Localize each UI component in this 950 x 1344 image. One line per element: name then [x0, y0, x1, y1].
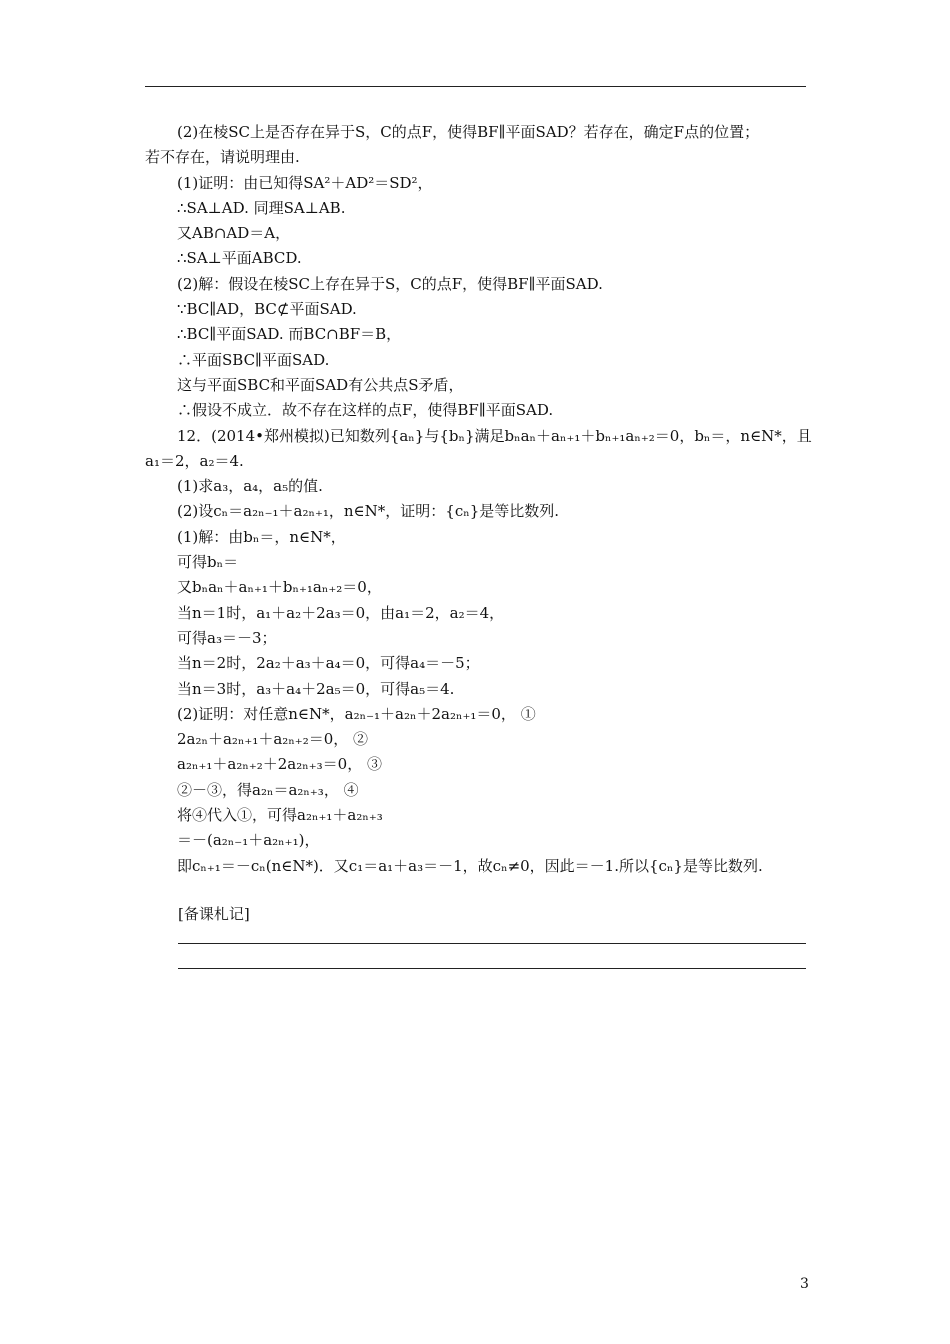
text-line: 当n＝2时，2a₂＋a₃＋a₄＝0，可得a₄＝－5； [177, 654, 480, 673]
text-line: ∴平面SBC∥平面SAD. [177, 350, 330, 369]
text-line: 可得a₃＝－3； [177, 628, 277, 647]
text-line: ∴BC∥平面SAD. 而BC∩BF＝B， [177, 325, 402, 344]
text-line: ＝－(a₂ₙ₋₁＋a₂ₙ₊₁)， [177, 831, 320, 850]
text-line: 当n＝1时，a₁＋a₂＋2a₃＝0，由a₁＝2，a₂＝4， [177, 603, 505, 622]
page-number: 3 [800, 1276, 809, 1292]
lesson-notes-label: [备课札记] [178, 905, 250, 923]
text-line: 又bₙaₙ＋aₙ₊₁＋bₙ₊₁aₙ₊₂＝0， [177, 578, 382, 597]
notes-line [178, 968, 806, 969]
text-line: (2)设cₙ＝a₂ₙ₋₁＋a₂ₙ₊₁，n∈N*，证明：{cₙ}是等比数列. [177, 502, 560, 521]
text-line: 这与平面SBC和平面SAD有公共点S矛盾， [177, 375, 464, 394]
text-line: 即cₙ₊₁＝－cₙ(n∈N*)．又c₁＝a₁＋a₃＝－1，故cₙ≠0，因此＝－1.所以{cₙ}是等比数列. [177, 856, 763, 875]
text-line: ∴SA⊥平面ABCD. [177, 249, 302, 268]
text-line: 12．(2014•郑州模拟)已知数列{aₙ}与{bₙ}满足bₙaₙ＋aₙ₊₁＋bₙ₊₁aₙ₊₂＝0，bₙ＝，n∈N*，且 [177, 426, 812, 445]
text-line: a₁＝2，a₂＝4. [145, 451, 244, 470]
header-rule [145, 86, 806, 87]
text-line: (2)在棱SC上是否存在异于S，C的点F，使得BF∥平面SAD？若存在，确定F点的位置； [177, 123, 760, 141]
document-body [145, 120, 812, 879]
text-line: (2)证明：对任意n∈N*，a₂ₙ₋₁＋a₂ₙ＋2a₂ₙ₊₁＝0， ① [177, 704, 536, 723]
text-line: 又AB∩AD＝A， [177, 224, 291, 243]
text-line: 将④代入①，可得a₂ₙ₊₁＋a₂ₙ₊₃ [177, 806, 383, 825]
text-line: a₂ₙ₊₁＋a₂ₙ₊₂＋2a₂ₙ₊₃＝0， ③ [177, 755, 382, 774]
text-line: ∴假设不成立．故不存在这样的点F，使得BF∥平面SAD. [177, 401, 554, 420]
text-line: (1)证明：由已知得SA²＋AD²＝SD²， [177, 173, 433, 192]
text-line: ∵BC∥AD，BC⊄平面SAD. [177, 300, 357, 319]
text-line: 可得bₙ＝ [177, 553, 239, 572]
text-line: (2)解：假设在棱SC上存在异于S，C的点F，使得BF∥平面SAD. [177, 274, 603, 293]
text-line: ∴SA⊥AD. 同理SA⊥AB. [177, 198, 346, 217]
text-line: (1)解：由bₙ＝，n∈N*， [177, 527, 346, 546]
notes-line [178, 943, 806, 944]
text-line: ②－③，得a₂ₙ＝a₂ₙ₊₃， ④ [177, 780, 359, 799]
text-line: 若不存在，请说明理由. [145, 148, 300, 167]
text-line: (1)求a₃，a₄，a₅的值. [177, 477, 323, 496]
text-line: 2a₂ₙ＋a₂ₙ₊₁＋a₂ₙ₊₂＝0， ② [177, 730, 369, 749]
text-line: 当n＝3时，a₃＋a₄＋2a₅＝0，可得a₅＝4. [177, 679, 455, 698]
